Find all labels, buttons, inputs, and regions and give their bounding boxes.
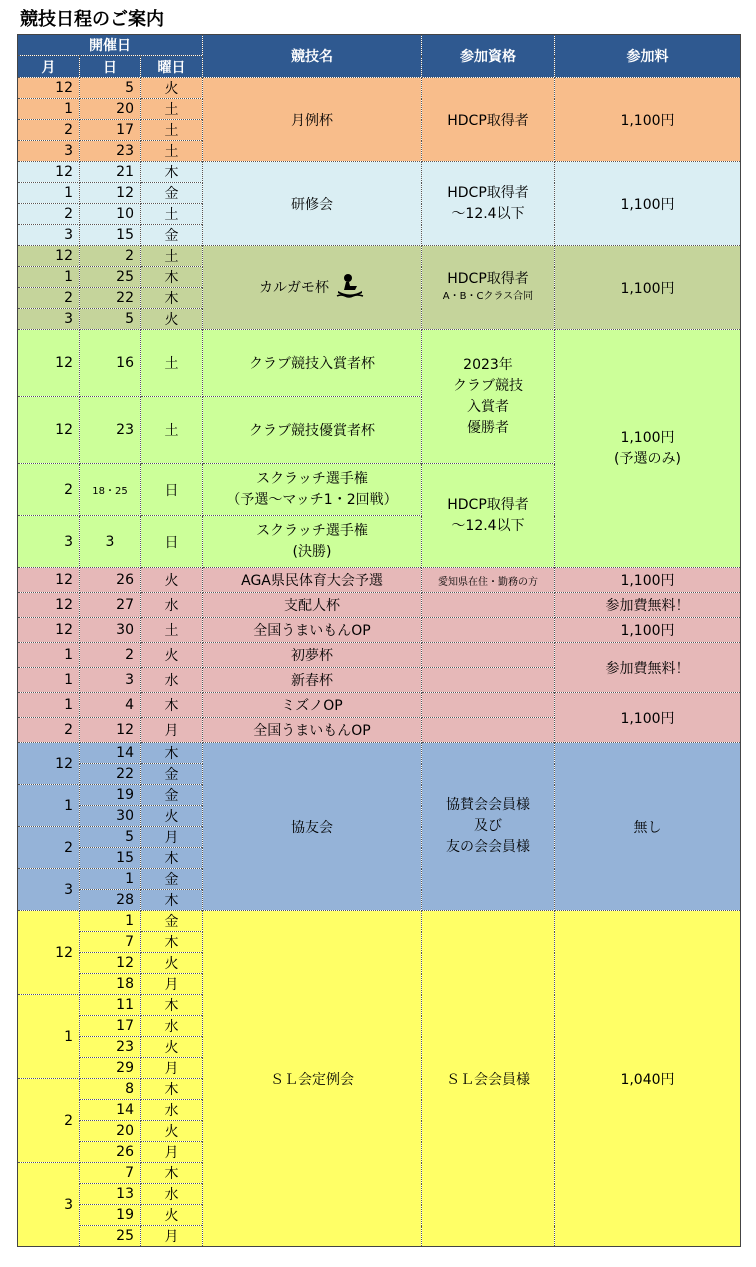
day-cell: 17 — [80, 120, 141, 141]
weekday-cell: 木 — [141, 932, 203, 953]
day-cell: 13 — [80, 1184, 141, 1205]
event-cell — [203, 464, 422, 516]
eligibility-line: HDCP取得者 — [447, 496, 529, 513]
weekday-cell: 火 — [141, 806, 203, 827]
weekday-cell: 金 — [141, 911, 203, 932]
weekday-cell: 火 — [141, 568, 203, 593]
month-cell: 12 — [18, 568, 80, 593]
weekday-cell: 火 — [141, 953, 203, 974]
table-row — [18, 162, 741, 183]
weekday-cell: 木 — [141, 267, 203, 288]
day-cell: 16 — [80, 330, 141, 397]
event-line: （予選～マッチ1・2回戦） — [226, 491, 398, 508]
weekday-cell: 火 — [141, 309, 203, 330]
weekday-cell: 木 — [141, 848, 203, 869]
weekday-cell: 水 — [141, 1184, 203, 1205]
day-cell: 10 — [80, 204, 141, 225]
day-cell: 7 — [80, 932, 141, 953]
month-cell: 1 — [18, 785, 80, 827]
day-cell: 21 — [80, 162, 141, 183]
weekday-cell: 木 — [141, 1079, 203, 1100]
eligibility-line: 優勝者 — [467, 419, 509, 436]
fee-cell: 1,100円 — [555, 162, 741, 246]
table-row — [18, 593, 741, 618]
fee-cell: 1,100円 — [555, 693, 741, 743]
weekday-cell: 土 — [141, 99, 203, 120]
fee-cell: 1,100円 — [555, 246, 741, 330]
eligibility-line: クラブ競技 — [453, 377, 523, 394]
eligibility-cell — [422, 618, 555, 643]
event-cell: 研修会 — [203, 162, 422, 246]
eligibility-line: 友の会会員様 — [446, 839, 530, 855]
month-cell: 3 — [18, 141, 80, 162]
month-cell: 1 — [18, 99, 80, 120]
weekday-cell: 土 — [141, 330, 203, 397]
day-cell: 19 — [80, 785, 141, 806]
event-cell: ＳＬ会定例会 — [203, 911, 422, 1247]
weekday-cell: 木 — [141, 288, 203, 309]
weekday-cell: 土 — [141, 397, 203, 464]
month-cell: 3 — [18, 869, 80, 911]
month-cell: 1 — [18, 643, 80, 668]
day-cell: 12 — [80, 183, 141, 204]
day-cell: 20 — [80, 99, 141, 120]
weekday-cell: 木 — [141, 890, 203, 911]
day-cell: 23 — [80, 141, 141, 162]
event-cell: 新春杯 — [203, 668, 422, 693]
day-cell: 20 — [80, 1121, 141, 1142]
month-cell: 2 — [18, 1079, 80, 1163]
day-cell: 26 — [80, 568, 141, 593]
weekday-cell: 金 — [141, 183, 203, 204]
weekday-cell: 木 — [141, 693, 203, 718]
eligibility-cell — [422, 668, 555, 693]
event-cell: 全国うまいもんOP — [203, 618, 422, 643]
weekday-cell: 木 — [141, 162, 203, 183]
eligibility-line: 入賞者 — [467, 398, 509, 415]
day-cell: 17 — [80, 1016, 141, 1037]
eligibility-line: ～12.4以下 — [451, 205, 525, 222]
table-row — [18, 743, 741, 764]
event-cell: クラブ競技優賞者杯 — [203, 397, 422, 464]
month-cell: 12 — [18, 911, 80, 995]
month-cell: 1 — [18, 693, 80, 718]
day-cell: 3 — [80, 516, 141, 568]
day-cell: 23 — [80, 1037, 141, 1058]
event-cell — [203, 516, 422, 568]
weekday-cell: 日 — [141, 516, 203, 568]
day-cell: 25 — [80, 267, 141, 288]
month-cell: 3 — [18, 309, 80, 330]
day-cell: 14 — [80, 743, 141, 764]
eligibility-line: 協賛会会員様 — [446, 797, 530, 813]
day-cell: 19 — [80, 1205, 141, 1226]
weekday-cell: 月 — [141, 827, 203, 848]
date-group-header: 開催日 — [18, 35, 203, 56]
event-line: スクラッチ選手権 — [256, 470, 368, 487]
weekday-cell: 火 — [141, 78, 203, 99]
event-cell: クラブ競技入賞者杯 — [203, 330, 422, 397]
table-row — [18, 78, 741, 99]
month-cell: 2 — [18, 464, 80, 516]
fee-header: 参加料 — [555, 35, 741, 78]
event-cell: ミズノOP — [203, 693, 422, 718]
page-title: 競技日程のご案内 — [20, 9, 164, 30]
day-cell: 30 — [80, 806, 141, 827]
eligibility-cell: ＳＬ会会員様 — [422, 911, 555, 1247]
month-cell: 1 — [18, 267, 80, 288]
day-cell: 1 — [80, 869, 141, 890]
eligibility-cell — [422, 593, 555, 618]
day-cell: 12 — [80, 718, 141, 743]
day-cell: 4 — [80, 693, 141, 718]
weekday-cell: 木 — [141, 1163, 203, 1184]
month-cell: 12 — [18, 397, 80, 464]
event-cell: 支配人杯 — [203, 593, 422, 618]
eligibility-cell — [422, 330, 555, 464]
month-cell: 12 — [18, 246, 80, 267]
weekday-cell: 土 — [141, 618, 203, 643]
day-cell: 5 — [80, 78, 141, 99]
table-row — [18, 246, 741, 267]
weekday-cell: 木 — [141, 743, 203, 764]
day-cell: 15 — [80, 848, 141, 869]
schedule-table — [17, 34, 741, 1247]
weekday-header: 曜日 — [141, 56, 203, 78]
weekday-cell: 日 — [141, 464, 203, 516]
month-cell: 1 — [18, 995, 80, 1079]
month-cell: 2 — [18, 204, 80, 225]
fee-cell: 1,100円 — [555, 618, 741, 643]
day-cell: 2 — [80, 246, 141, 267]
weekday-cell: 月 — [141, 1226, 203, 1247]
table-row — [18, 643, 741, 668]
day-cell: 15 — [80, 225, 141, 246]
month-cell: 12 — [18, 743, 80, 785]
fee-line: 1,100円 — [620, 429, 675, 446]
eligibility-line: 及び — [474, 818, 502, 834]
day-cell: 7 — [80, 1163, 141, 1184]
eligibility-line: HDCP取得者 — [447, 270, 529, 287]
event-line: スクラッチ選手権 — [256, 522, 368, 539]
event-cell: AGA県民体育大会予選 — [203, 568, 422, 593]
fee-cell: 参加費無料！ — [555, 643, 741, 693]
event-cell: 協友会 — [203, 743, 422, 911]
day-cell: 22 — [80, 288, 141, 309]
weekday-cell: 月 — [141, 1058, 203, 1079]
day-cell: 12 — [80, 953, 141, 974]
weekday-cell: 金 — [141, 225, 203, 246]
day-cell: 22 — [80, 764, 141, 785]
day-cell: 30 — [80, 618, 141, 643]
weekday-cell: 水 — [141, 668, 203, 693]
eligibility-line: 2023年 — [463, 356, 513, 373]
day-cell: 18 — [80, 974, 141, 995]
weekday-cell: 水 — [141, 1016, 203, 1037]
weekday-cell: 水 — [141, 593, 203, 618]
event-header: 競技名 — [203, 35, 422, 78]
eligibility-note: A・B・Cクラス合同 — [442, 290, 534, 302]
fee-cell: 1,040円 — [555, 911, 741, 1247]
weekday-cell: 土 — [141, 120, 203, 141]
eligibility-cell — [422, 464, 555, 568]
day-cell: 14 — [80, 1100, 141, 1121]
day-cell: 1 — [80, 911, 141, 932]
eligibility-cell: HDCP取得者 — [422, 78, 555, 162]
fee-cell: 1,100円 — [555, 78, 741, 162]
day-cell: 28 — [80, 890, 141, 911]
day-cell: 23 — [80, 397, 141, 464]
day-cell: 5 — [80, 827, 141, 848]
month-cell: 3 — [18, 1163, 80, 1247]
event-name: カルガモ杯 — [259, 279, 329, 296]
day-cell: 25 — [80, 1226, 141, 1247]
day-cell: 2 — [80, 643, 141, 668]
day-cell: 26 — [80, 1142, 141, 1163]
table-row — [18, 618, 741, 643]
fee-cell — [555, 330, 741, 568]
weekday-cell: 火 — [141, 643, 203, 668]
duck-swim-icon — [335, 273, 365, 303]
event-cell: 全国うまいもんOP — [203, 718, 422, 743]
eligibility-cell: 愛知県在住・勤務の方 — [422, 568, 555, 593]
weekday-cell: 月 — [141, 1142, 203, 1163]
table-row — [18, 693, 741, 718]
month-cell: 2 — [18, 288, 80, 309]
month-cell: 12 — [18, 618, 80, 643]
eligibility-cell — [422, 643, 555, 668]
weekday-cell: 火 — [141, 1205, 203, 1226]
weekday-cell: 月 — [141, 974, 203, 995]
eligibility-line: HDCP取得者 — [447, 184, 529, 201]
day-cell: 18・25 — [80, 464, 141, 516]
table-row — [18, 911, 741, 932]
weekday-cell: 火 — [141, 1121, 203, 1142]
eligibility-cell — [422, 162, 555, 246]
day-cell: 8 — [80, 1079, 141, 1100]
event-cell — [203, 246, 422, 330]
month-cell: 1 — [18, 668, 80, 693]
eligibility-cell — [422, 246, 555, 330]
eligibility-cell — [422, 743, 555, 911]
day-cell: 27 — [80, 593, 141, 618]
month-cell: 2 — [18, 120, 80, 141]
weekday-cell: 土 — [141, 141, 203, 162]
month-cell: 3 — [18, 516, 80, 568]
weekday-cell: 土 — [141, 246, 203, 267]
fee-note: (予選のみ) — [614, 450, 681, 467]
month-cell: 12 — [18, 330, 80, 397]
eligibility-cell — [422, 693, 555, 718]
event-line: (決勝) — [292, 543, 332, 560]
eligibility-header: 参加資格 — [422, 35, 555, 78]
event-cell: 月例杯 — [203, 78, 422, 162]
fee-cell: 無し — [555, 743, 741, 911]
weekday-cell: 土 — [141, 204, 203, 225]
weekday-cell: 木 — [141, 995, 203, 1016]
day-cell: 3 — [80, 668, 141, 693]
weekday-cell: 金 — [141, 869, 203, 890]
fee-cell: 1,100円 — [555, 568, 741, 593]
day-cell: 11 — [80, 995, 141, 1016]
eligibility-cell — [422, 718, 555, 743]
day-cell: 29 — [80, 1058, 141, 1079]
day-header: 日 — [80, 56, 141, 78]
fee-cell: 参加費無料！ — [555, 593, 741, 618]
month-cell: 3 — [18, 225, 80, 246]
weekday-cell: 金 — [141, 764, 203, 785]
month-cell: 2 — [18, 827, 80, 869]
month-cell: 12 — [18, 162, 80, 183]
weekday-cell: 金 — [141, 785, 203, 806]
eligibility-line: ～12.4以下 — [451, 517, 525, 534]
weekday-cell: 水 — [141, 1100, 203, 1121]
weekday-cell: 月 — [141, 718, 203, 743]
month-cell: 12 — [18, 593, 80, 618]
day-cell: 5 — [80, 309, 141, 330]
weekday-cell: 火 — [141, 1037, 203, 1058]
month-cell: 1 — [18, 183, 80, 204]
table-row — [18, 330, 741, 397]
month-cell: 12 — [18, 78, 80, 99]
event-cell: 初夢杯 — [203, 643, 422, 668]
month-header: 月 — [18, 56, 80, 78]
month-cell: 2 — [18, 718, 80, 743]
table-row — [18, 568, 741, 593]
